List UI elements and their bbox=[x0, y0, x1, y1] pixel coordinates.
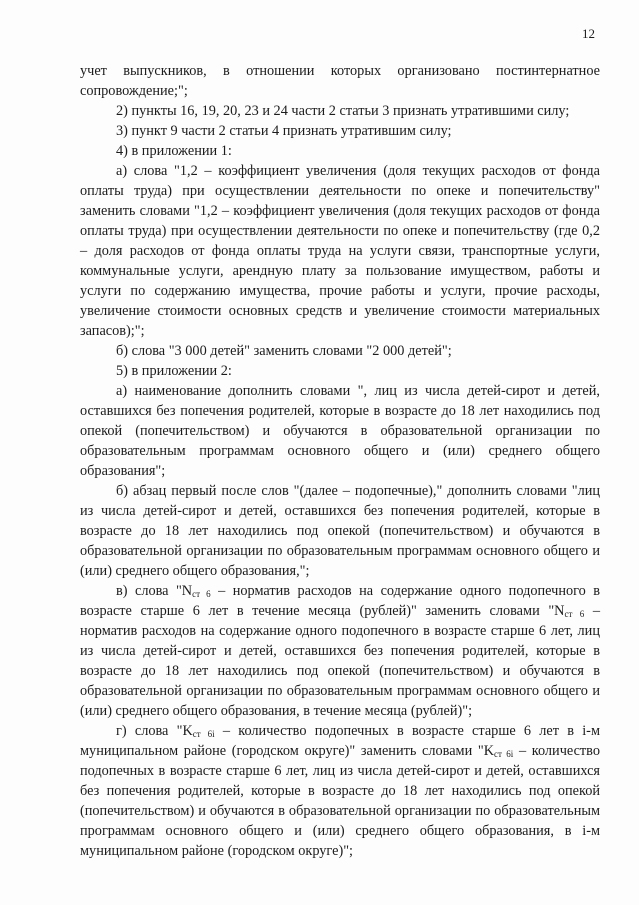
text-run: в) слова "N bbox=[116, 583, 193, 599]
subscript: ст 6i bbox=[494, 749, 514, 759]
text-run: – количество подопечных в возрасте старше 6 лет в i-м муниципальном районе (городском округе)" заменить словами "K bbox=[80, 723, 600, 759]
paragraph-item-5v bbox=[80, 581, 600, 721]
paragraph-item-4b: б) слова "3 000 детей" заменить словами "2 000 детей"; bbox=[116, 343, 452, 359]
text-run: г) слова "K bbox=[116, 723, 193, 739]
text-run: – норматив расходов на содержание одного подопечного в возрасте старше 6 лет, лиц из числа детей-сирот и детей, оставшихся без попечения родителей, которые в возрасте до 18 лет находились под опекой (попечительством) и обучаются в образовательной организации по образовательным программам основного общего и (или) среднего общего образования, в течение месяца (рублей)"; bbox=[80, 603, 600, 719]
document-body bbox=[80, 61, 600, 861]
paragraph-continuation: учет выпускников, в отношении которых организовано постинтернатное сопровождение;"; bbox=[80, 63, 600, 99]
text-run: – норматив расходов на содержание одного подопечного в возрасте старше 6 лет в течение месяца (рублей)" заменить словами "N bbox=[80, 583, 600, 619]
paragraph-item-5a: а) наименование дополнить словами ", лиц из числа детей-сирот и детей, оставшихся без попечения родителей, которые в возрасте до 18 лет находились под опекой (попечительством) и обучаются в образовательной организации по образовательным программам основного общего и (или) среднего общего образования"; bbox=[80, 383, 600, 479]
paragraph-item-2: 2) пункты 16, 19, 20, 23 и 24 части 2 статьи 3 признать утратившими силу; bbox=[116, 103, 570, 119]
text-run: – количество подопечных в возрасте старше 6 лет, лиц из числа детей-сирот и детей, оставшихся без попечения родителей, которые в возрасте до 18 лет находились под опекой (попечительством) и обучаются в образовательной организации по образовательным программам основного общего и (или) среднего общего образования, в i-м муниципальном районе (городском округе)"; bbox=[80, 743, 600, 859]
subscript: ст 6i bbox=[192, 729, 215, 739]
subscript: ст 6 bbox=[564, 609, 585, 619]
paragraph-item-5b: б) абзац первый после слов "(далее – подопечные)," дополнить словами "лиц из числа детей-сирот и детей, оставшихся без попечения родителей, которые в возрасте до 18 лет находились под опекой (попечительством) и обучаются в образовательной организации по образовательным программам основного общего и (или) среднего общего образования,"; bbox=[80, 483, 600, 579]
paragraph-item-3: 3) пункт 9 части 2 статьи 4 признать утратившим силу; bbox=[116, 123, 452, 139]
paragraph-item-4a: а) слова "1,2 – коэффициент увеличения (доля текущих расходов от фонда оплаты труда) при осуществлении деятельности по опеке и попечительству" заменить словами "1,2 – коэффициент увеличения (доля текущих расходов от фонда оплаты труда) при осуществлении деятельности по опеке и попечительству (где 0,2 – доля расходов от фонда оплаты труда на услуги связи, транспортные услуги, коммунальные услуги, арендную плату за пользование имуществом, работы и услуги по содержанию имущества, прочие работы и услуги, прочие расходы, увеличение стоимости основных средств и увеличение стоимости материальных запасов);"; bbox=[80, 163, 600, 339]
paragraph-item-5g bbox=[80, 721, 600, 861]
page-number: 12 bbox=[582, 26, 595, 41]
paragraph-item-5: 5) в приложении 2: bbox=[116, 363, 232, 379]
paragraph-item-4: 4) в приложении 1: bbox=[116, 143, 232, 159]
subscript: ст 6 bbox=[192, 589, 211, 599]
